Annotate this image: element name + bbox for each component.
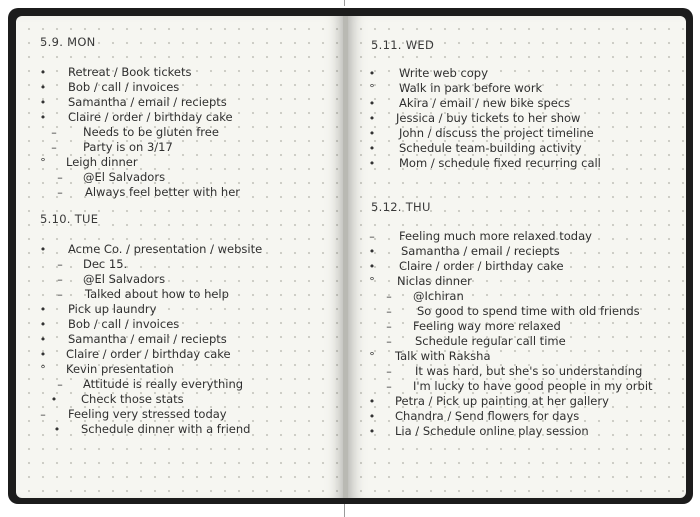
bullet-mark: ° <box>40 156 46 169</box>
bullet-mark: • <box>39 243 47 256</box>
entry-text: Bob / call / invoices <box>68 317 180 331</box>
entry-text: Akira / email / new bike specs <box>399 96 571 110</box>
bullet-mark: • <box>368 425 376 438</box>
entry-text: Talk with Raksha <box>395 349 491 363</box>
entry-text: Walk in park before work <box>399 81 543 95</box>
bullet-mark: • <box>39 333 47 346</box>
bullet-mark: – <box>40 408 46 421</box>
entry-text: Claire / order / birthday cake <box>66 347 231 361</box>
entry-text: Party is on 3/17 <box>83 140 173 154</box>
day-heading-wed: 5.11. WED <box>371 38 435 52</box>
bullet-mark: – <box>386 380 392 393</box>
entry-text: Chandra / Send flowers for days <box>395 409 580 423</box>
entry-text: Needs to be gluten free <box>83 125 219 139</box>
entry-text: Mom / schedule fixed recurring call <box>399 156 601 170</box>
bullet-mark: • <box>368 245 376 258</box>
spine-tick-bottom <box>344 504 345 517</box>
entry-text: Feeling much more relaxed today <box>399 229 592 243</box>
bullet-mark: – <box>386 365 392 378</box>
bullet-mark: • <box>39 66 47 79</box>
bullet-mark: – <box>386 335 392 348</box>
bullet-mark: ° <box>40 363 46 376</box>
day-heading-mon: 5.9. MON <box>40 35 96 49</box>
entry-text: Kevin presentation <box>66 362 174 376</box>
entry-text: Write web copy <box>399 66 488 80</box>
bullet-mark: • <box>368 410 376 423</box>
bullet-mark: – <box>57 171 63 184</box>
entry-text: Leigh dinner <box>66 155 138 169</box>
notebook-spine <box>343 16 348 498</box>
bullet-mark: • <box>368 97 376 110</box>
entry-text: Dec 15. <box>83 257 128 271</box>
bullet-mark: • <box>39 111 47 124</box>
bullet-mark: • <box>368 157 376 170</box>
entry-text: Feeling very stressed today <box>68 407 227 421</box>
entry-text: Samantha / email / reciepts <box>68 95 227 109</box>
bullet-mark: • <box>368 67 376 80</box>
bullet-mark: – <box>386 320 392 333</box>
day-heading-thu: 5.12. THU <box>371 200 431 214</box>
entry-text: Claire / order / birthday cake <box>399 259 564 273</box>
entry-text: @El Salvadors <box>83 272 166 286</box>
bullet-mark: – <box>51 141 57 154</box>
bullet-mark: – <box>57 258 63 271</box>
entry-text: Talked about how to help <box>85 287 229 301</box>
day-heading-tue: 5.10. TUE <box>40 212 99 226</box>
entry-text: Check those stats <box>81 392 184 406</box>
bullet-mark: – <box>386 305 392 318</box>
bullet-mark: – <box>57 378 63 391</box>
spine-tick-top <box>344 0 345 6</box>
bullet-mark: • <box>39 303 47 316</box>
entry-text: John / discuss the project timeline <box>399 126 594 140</box>
entry-text: Claire / order / birthday cake <box>68 110 233 124</box>
entry-text: Acme Co. / presentation / website <box>68 242 263 256</box>
bullet-mark: • <box>39 348 47 361</box>
entry-text: Jessica / buy tickets to her show <box>396 111 581 125</box>
entry-text: Schedule dinner with a friend <box>81 422 251 436</box>
entry-text: Petra / Pick up painting at her gallery <box>395 394 609 408</box>
bullet-mark: – <box>386 290 392 303</box>
entry-text: Retreat / Book tickets <box>68 65 192 79</box>
entry-text: Feeling way more relaxed <box>413 319 561 333</box>
bullet-mark: • <box>368 127 376 140</box>
entry-text: So good to spend time with old friends <box>417 304 640 318</box>
bullet-mark: • <box>368 260 376 273</box>
bullet-mark: • <box>39 81 47 94</box>
entry-text: Schedule regular call time <box>415 334 566 348</box>
bullet-mark: • <box>368 142 376 155</box>
bullet-mark: – <box>57 273 63 286</box>
entry-text: Attitude is really everything <box>83 377 244 391</box>
entry-text: Schedule team-building activity <box>399 141 582 155</box>
bullet-mark: ° <box>369 350 375 363</box>
bullet-mark: ° <box>369 275 375 288</box>
entry-text: Niclas dinner <box>397 274 472 288</box>
entry-text: @Ichiran <box>413 289 464 303</box>
entry-text: Lia / Schedule online play session <box>395 424 589 438</box>
entry-text: Samantha / email / reciepts <box>401 244 560 258</box>
entry-text: Always feel better with her <box>85 185 241 199</box>
bullet-mark: • <box>39 318 47 331</box>
bullet-mark: • <box>368 395 376 408</box>
entry-text: Pick up laundry <box>68 302 157 316</box>
bullet-mark: – <box>369 230 375 243</box>
bullet-mark: • <box>39 96 47 109</box>
bullet-mark: • <box>368 112 376 125</box>
entry-text: Samantha / email / reciepts <box>68 332 227 346</box>
entry-text: I'm lucky to have good people in my orbit <box>413 379 653 393</box>
bullet-mark: – <box>57 288 63 301</box>
bullet-mark: ° <box>369 82 375 95</box>
entry-text: @El Salvadors <box>83 170 166 184</box>
entry-text: It was hard, but she's so understanding <box>415 364 643 378</box>
bullet-mark: • <box>53 423 61 436</box>
entry-text: Bob / call / invoices <box>68 80 180 94</box>
bullet-mark: • <box>50 393 58 406</box>
bullet-mark: – <box>51 126 57 139</box>
bullet-mark: – <box>57 186 63 199</box>
